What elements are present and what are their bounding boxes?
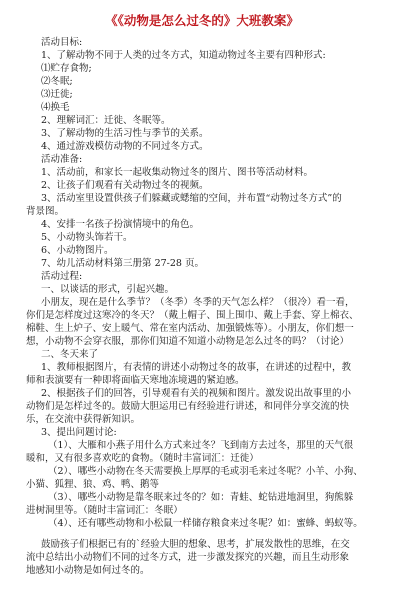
text-line: 5、小动物头饰若干。 — [41, 232, 133, 243]
text-line: 你们是怎样度过这寒冷的冬天？（戴上帽子、围上围巾、戴上手套、穿上棉衣、 — [26, 310, 359, 321]
text-line: 暖和，又有很多喜欢吃的食物。（随时丰富词汇：迁徙） — [26, 453, 259, 464]
text-line: ⑷换毛 — [41, 102, 70, 113]
text-line: 进树洞里等。（随时丰富词汇：冬眠） — [26, 505, 183, 516]
text-line: （2）、哪些小动物在冬天需要换上厚厚的毛或羽毛来过冬呢？小羊、小狗、 — [48, 466, 363, 477]
text-line: 1、了解动物不同于人类的过冬方式，知道动物过冬主要有四种形式: — [41, 50, 326, 61]
text-line: 小猫、狐狸、狼、鸡、鸭、鹅等 — [26, 479, 160, 490]
text-line: 乐，在交流中获得新知识。 — [26, 414, 141, 425]
text-line: 鼓励孩子们根据已有的`经验大胆的想象、思考，扩展发散性的思维，在交 — [41, 539, 350, 550]
text-line: ⑶迁徙; — [41, 89, 73, 100]
text-line: 4、通过游戏模仿动物的不同过冬方式。 — [41, 141, 209, 152]
text-line: （1）、大雁和小燕子用什么方式来过冬？飞到南方去过冬，那里的天气很 — [48, 440, 354, 451]
text-line: 6、小动物图片。 — [41, 245, 114, 256]
text-line: 活动准备: — [41, 154, 83, 165]
text-line: 棉鞋、生上炉子、安上暖气、常在室内活动、加强锻炼等）。小朋友，你们想一 — [26, 323, 354, 334]
text-line: 3、活动室里设置供孩子们躲藏或蟋缩的空间，并布置“动物过冬方式”的 — [41, 193, 342, 204]
text-line: 2、让孩子们观看有关动物过冬的视频。 — [41, 180, 209, 191]
text-line: ⑵冬眠; — [41, 76, 73, 87]
text-line: 活动过程: — [41, 271, 83, 282]
text-line: 7、幼儿活动材料第三册第 27-28 页。 — [41, 258, 204, 269]
text-line: 一、以谈话的形式，引起兴趣。 — [41, 284, 175, 295]
paragraph-gap — [26, 530, 378, 538]
text-line: 2、根据孩子们的回答，引导观看有关的视频和图片。激发说出故事里的小 — [41, 388, 352, 399]
text-line: 师和表演要有一种即将面临天寒地冻境遇的紧迫感。 — [26, 375, 245, 386]
text-line: 小朋友，现在是什么季节？（冬季）冬季的天气怎么样？（很冷）看一看， — [41, 297, 355, 308]
text-line: ⑴贮存食物; — [41, 63, 92, 74]
text-line: 流中总结出小动物们不同的过冬方式，进一步激发探究的兴趣，而且生动形象 — [26, 552, 350, 563]
text-line: 活动目标: — [41, 37, 83, 48]
text-line: 3、了解动物的生活习性与季节的关系。 — [41, 128, 209, 139]
text-line: 1、教师根据图片，有表情的讲述小动物过冬的故事，在讲述的过程中，教 — [41, 362, 352, 373]
text-line: 背景图。 — [26, 206, 65, 217]
text-line: （3）、哪些小动物是靠冬眠来过冬的？如：青蛙、蛇钻进地洞里，狗熊躲 — [48, 492, 354, 503]
text-line: 想，小动物不会穿衣服，那你们知道不知道小动物是怎么过冬的吗？（讨论） — [26, 336, 350, 347]
document-body — [26, 36, 378, 577]
text-line: （4）、还有哪些动物和小松鼠一样储存粮食来过冬呢？如：蜜蜂、蚂蚁等。 — [48, 518, 363, 529]
page-title: 《《动物是怎么过冬的》大班教案》 — [105, 13, 299, 28]
text-line: 动物们是怎样过冬的。鼓励大胆运用已有经验进行讲述，和同伴分享交流的快 — [26, 401, 350, 412]
text-line: 二、冬天来了 — [41, 349, 99, 360]
text-line: 4、安排一名孩子扮演情境中的角色。 — [41, 219, 200, 230]
text-line: 3、提出问题讨论: — [41, 427, 117, 438]
text-line: 2、理解词汇：迁徙、冬眠等。 — [41, 115, 171, 126]
text-line: 地感知小动物是如何过冬的。 — [26, 565, 150, 576]
text-line: 1、活动前，和家长一起收集动物过冬的图片、图书等活动材料。 — [41, 167, 314, 178]
